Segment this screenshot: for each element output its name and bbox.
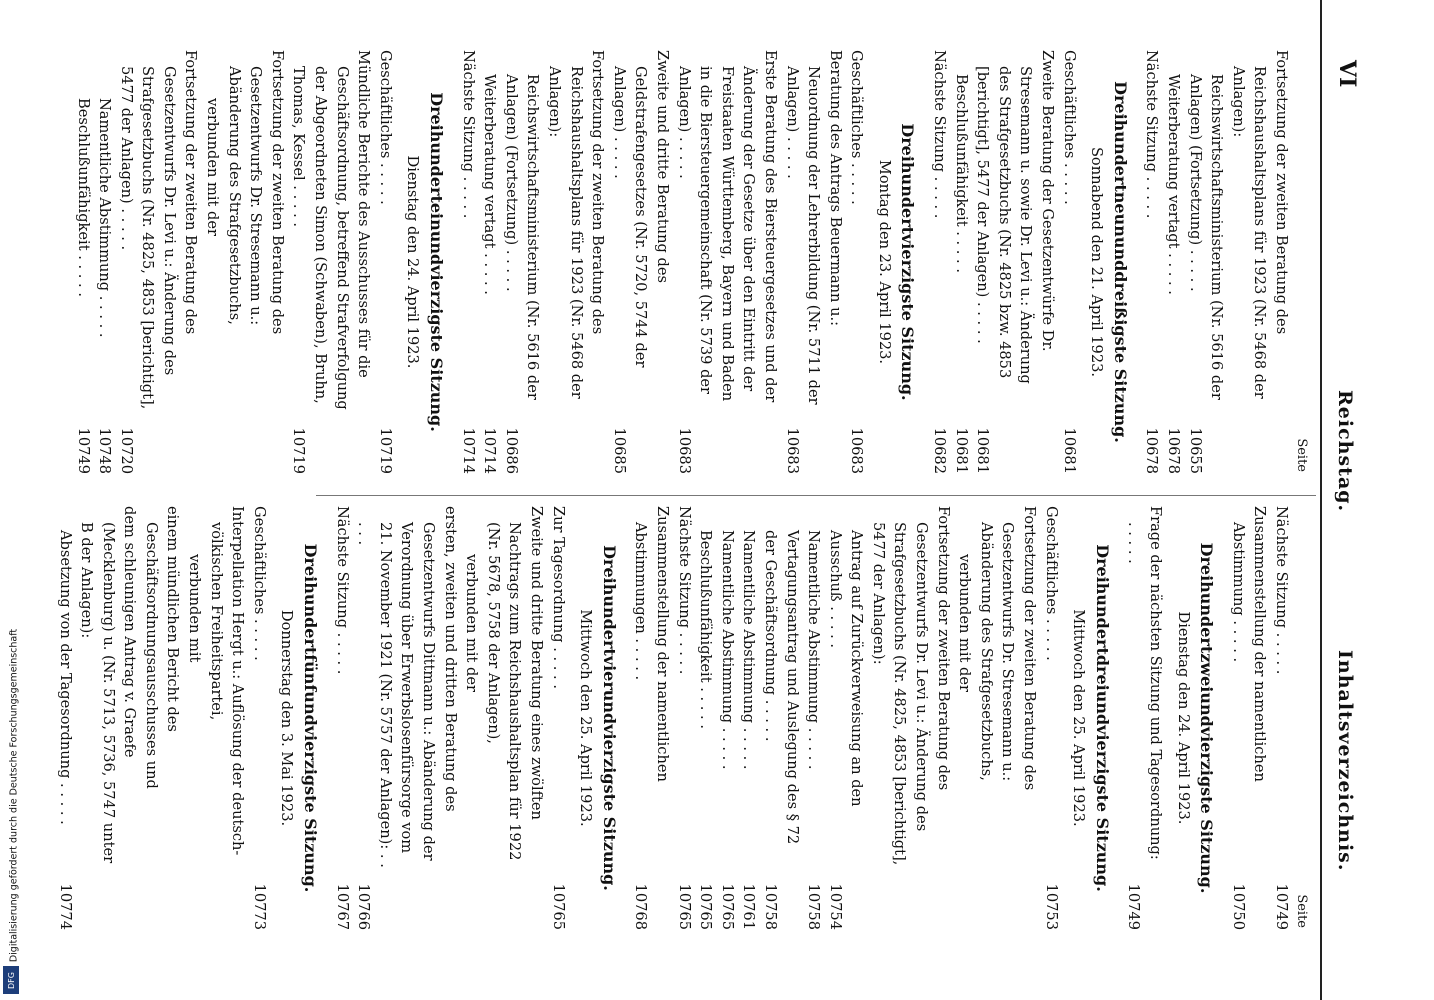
toc-entry-text: Zur Tagesordnung: [549, 506, 567, 643]
toc-entry: [695, 506, 717, 930]
leader-dots: . . . . .: [250, 614, 268, 661]
leader-dots: . . . . .: [675, 628, 693, 675]
toc-entry: [846, 50, 868, 474]
toc-page-number: 10765: [718, 883, 736, 930]
toc-entry-text: Fortsetzung der zweiten Beratung des Gesetzentwurfs Dr. Stresemann u.: Abänderung des Strafgesetzbuchs,: [977, 506, 1039, 791]
toc-entry: [184, 506, 206, 930]
toc-entry-text: Beschlußunfähigkeit: [952, 74, 970, 227]
toc-entry: [76, 506, 141, 930]
toc-entry-text: Nächste Sitzung: [931, 50, 949, 173]
toc-entry-text: Reichswirtschaftsministerium (Nr. 5616 der Anlagen) (Fortsetzung): [1186, 74, 1226, 400]
toc-entry-text: Antrag auf Zurückverweisung an den Ausschuß: [826, 530, 866, 807]
leader-dots: . . . . .: [1143, 172, 1161, 219]
toc-entry: [781, 50, 846, 474]
toc-page-number: 10767: [333, 883, 351, 930]
leader-dots: . . . . .: [1273, 628, 1290, 675]
toc-entry-text: Namentliche Abstimmung: [740, 530, 758, 724]
page-number: VI: [1334, 60, 1360, 88]
page-header: [1320, 0, 1366, 1000]
toc-entry-text: Namentliche Abstimmung: [718, 530, 736, 724]
leader-dots: . . . . .: [117, 203, 135, 251]
toc-entry-text: Fortsetzung der zweiten Beratung des Gesetzentwurfs Dr. Levi u.: Änderung des Strafgesetzbuchs (Nr. 4825, 4853 [berichtigt], 5477 der Anlagen):: [869, 506, 952, 866]
toc-entry: [1040, 506, 1062, 930]
toc-entry-text: Weiterberatung vertagt: [481, 74, 499, 249]
toc-page-number: 10714: [459, 427, 477, 474]
seite-label: Seite: [1294, 894, 1309, 928]
toc-entry: [353, 506, 461, 930]
toc-entry-text: Geschäftliches: [376, 50, 394, 159]
toc-entry-text: Fortsetzung der zweiten Beratung des Reichshaushaltsplans für 1923 (Nr. 5468 der Anlagen):: [546, 50, 607, 399]
toc-entry: [374, 50, 396, 474]
leader-dots: . . . . .: [740, 723, 758, 770]
leader-dots: . . . . .: [610, 132, 628, 179]
toc-entry: [479, 50, 501, 474]
session-title: Dreihundertneununddreißigste Sitzung.: [1110, 81, 1130, 443]
leader-dots: . . . . .: [697, 682, 715, 729]
toc-page-number: 10749: [1273, 883, 1290, 930]
toc-entry-text: Nächste Sitzung: [1273, 506, 1290, 629]
toc-entry: [867, 506, 953, 930]
toc-entry: [630, 506, 673, 930]
toc-entry: [673, 506, 695, 930]
leader-dots: . . . . .: [805, 723, 823, 770]
toc-page-number: 10758: [761, 883, 779, 930]
toc-entry: [972, 50, 1058, 474]
toc-entry-text: Geschäftliches: [848, 50, 866, 159]
toc-entry: [1141, 50, 1163, 474]
toc-page-number: 10714: [481, 427, 499, 474]
toc-entry-text: verbunden mit der: [956, 554, 974, 692]
header-title-center: Reichstag.: [1334, 390, 1356, 513]
toc-entry-text: Zweite und dritte Beratung eines zwölften Nachtrags zum Reichshaushaltsplan für 1922 (Nr. 5678, 5758 der Anlagen),: [484, 506, 545, 861]
toc-entry-text: Fortsetzung der zweiten Beratung des Gesetzentwurfs Dr. Levi u.: Änderung des Strafgesetzbuchs (Nr. 4825, 4853 [berichtigt], 5477 der Anlagen): [117, 50, 200, 410]
toc-entry-text: Zweite Beratung der Gesetzentwürfe Dr. Stresemann u. sowie Dr. Levi u.: Änderung des Strafgesetzbuchs (Nr. 4825 bzw. 4853 [berichtigt], 5477 der Anlagen): [974, 50, 1057, 384]
seite-label: Seite: [1294, 438, 1309, 472]
toc-entry-text: einem mündlichen Bericht des Geschäftsordnungsausschusses und: [142, 506, 182, 789]
toc-page-number: 10655: [1186, 427, 1204, 474]
toc-page-number: 10682: [931, 427, 949, 474]
toc-entry: [331, 506, 353, 930]
leader-dots: . . . . .: [549, 642, 567, 689]
leader-dots: . . . . .: [96, 291, 114, 338]
dfg-logo-text: DFG: [6, 971, 16, 989]
leader-dots: . . . . .: [56, 778, 74, 825]
toc-entry-text: Nächste Sitzung: [675, 506, 693, 629]
toc-page-number: 10719: [290, 427, 308, 474]
toc-entry: [929, 50, 951, 474]
toc-entry: [1227, 50, 1292, 474]
toc-entry: [673, 50, 781, 474]
right-column: [54, 506, 1310, 930]
toc-page-number: 10686: [502, 427, 520, 474]
toc-entry: [457, 50, 479, 474]
toc-entry: [1162, 50, 1184, 474]
session-date: Dienstag den 24. April 1923.: [1174, 611, 1192, 825]
toc-entry-text: verbunden mit der: [204, 98, 222, 236]
leader-dots: . . . . .: [826, 601, 844, 649]
session-date: Mittwoch den 25. April 1923.: [1070, 609, 1088, 827]
toc-entry-text: Geschäftliches: [250, 506, 268, 615]
toc-entry-text: Zusammenstellung der namentlichen Abstimmungen: [632, 506, 671, 782]
toc-page-number: 10766: [355, 883, 373, 930]
leader-dots: . . . . .: [1229, 615, 1247, 663]
toc-entry: [950, 50, 972, 474]
toc-entry-text: Beschlußunfähigkeit: [697, 530, 715, 683]
leader-dots: . . . . .: [502, 245, 520, 292]
toc-entry: [205, 506, 248, 930]
leader-dots: . . . . .: [481, 248, 499, 295]
toc-page-number: 10681: [974, 427, 992, 474]
toc-page-number: 10678: [1165, 427, 1183, 474]
session-title: Dreihundertzweiundvierzigste Sitzung.: [1197, 542, 1217, 894]
column-divider: [316, 495, 1316, 496]
funding-note-text: Digitalisierung gefördert durch die Deutsche Forschungsgemeinschaft: [8, 628, 20, 963]
leader-dots: . . . . .: [632, 633, 650, 681]
toc-page-number: 10749: [1125, 883, 1143, 930]
toc-entry-text: Erste Beratung des Biersteuergesetzes und der Änderung der Gesetze über den Eintritt der Freistaaten Württemberg, Bayern und Baden in die Biersteuergemeinschaft (Nr. 5739 der Anlagen): [675, 50, 779, 403]
toc-entry-text: Nächste Sitzung: [333, 506, 351, 629]
toc-entry-text: dem schleunigen Antrag v. Graefe (Mecklenburg) u. (Nr. 5713, 5736, 5747 unter B der Anlagen):: [78, 506, 139, 864]
toc-page-number: 10749: [74, 427, 92, 474]
toc-entry: [975, 506, 1040, 930]
toc-entry-text: Zusammenstellung der namentlichen Abstimmung: [1229, 506, 1269, 782]
toc-page-number: 10720: [117, 427, 135, 474]
leader-dots: . . . . .: [848, 158, 866, 205]
leader-dots: . . . . .: [761, 695, 779, 742]
toc-entry-text: Beschlußunfähigkeit: [74, 98, 92, 251]
leader-dots: . . . . .: [931, 172, 949, 219]
toc-entry: [543, 50, 608, 474]
toc-entry: [1184, 50, 1227, 474]
leader-dots: . . . . .: [459, 172, 477, 219]
session-date: Donnerstag den 3. Mai 1923.: [278, 609, 296, 827]
session-date: Dienstag den 24. April 1923.: [404, 155, 422, 369]
toc-page-number: 10761: [740, 883, 758, 930]
toc-entry: [716, 506, 738, 930]
leader-dots: . . . . .: [333, 628, 351, 675]
session-title: Dreihundertdreiundvierzigste Sitzung.: [1092, 544, 1112, 892]
leader-dots: . . . . .: [1125, 522, 1143, 564]
session-date: Mittwoch den 25. April 1923.: [577, 609, 595, 827]
session-title: Dreihundertvierundvierzigste Sitzung.: [599, 545, 619, 891]
leader-dots: . . . . .: [74, 250, 92, 297]
toc-page-number: 10768: [632, 883, 650, 930]
toc-entry-text: ersten, zweiten und dritten Beratung des Gesetzentwurfs Dittmann u.: Abänderung der Verordnung über Erwerbslosenfürsorge vom 21. November 1921 (Nr. 5757 der Anlagen):: [376, 506, 459, 861]
toc-page-number: 10678: [1143, 427, 1161, 474]
leader-dots: . . . . .: [1165, 248, 1183, 295]
toc-entry-text: verbunden mit: [186, 554, 204, 663]
toc-entry: [140, 506, 183, 930]
session-title: Dreihundertfünfundvierzigste Sitzung.: [301, 543, 321, 893]
leader-dots: . . . . .: [974, 297, 992, 344]
toc-page-number: 10773: [250, 883, 268, 930]
toc-entry: [54, 506, 76, 930]
session-date: Montag den 23. April 1923.: [875, 159, 893, 365]
toc-entry-text: Interpellation Hergt u.: Auflösung der deutsch-völkischen Freiheitspartei,: [207, 506, 247, 856]
toc-entry-text: Zweite und dritte Beratung des Geldstrafengesetzes (Nr. 5720, 5744 der Anlagen): [610, 50, 671, 368]
toc-entry: [738, 506, 760, 930]
toc-entry: [482, 506, 547, 930]
toc-page-number: 10765: [675, 883, 693, 930]
toc-page-number: 10765: [549, 883, 567, 930]
toc-entry-text: Namentliche Abstimmung: [805, 530, 823, 724]
leader-dots: . . . . .: [952, 226, 970, 273]
toc-page-number: 10681: [1060, 427, 1078, 474]
toc-entry: [803, 506, 825, 930]
toc-entry: [94, 50, 116, 474]
toc-page-number: 10683: [848, 427, 866, 474]
toc-entry-text: Nächste Sitzung: [1143, 50, 1161, 173]
toc-entry: [759, 506, 802, 930]
toc-page-number: 10681: [952, 427, 970, 474]
toc-entry: [202, 50, 224, 474]
toc-entry: [824, 506, 867, 930]
toc-page-number: 10754: [826, 883, 844, 930]
leader-dots: . . . . .: [355, 522, 394, 868]
toc-page-number: 10758: [805, 883, 823, 930]
toc-entry-text: Fortsetzung der zweiten Beratung des Gesetzentwurfs Dr. Stresemann u.: Abänderung des Strafgesetzbuchs,: [225, 50, 286, 335]
toc-page-number: 10685: [610, 427, 628, 474]
leader-dots: . . . . .: [718, 723, 736, 770]
toc-entry-text: Fortsetzung der zweiten Beratung des Reichshaushaltsplans für 1923 (Nr. 5468 der Anlagen):: [1229, 50, 1290, 399]
toc-entry: [1058, 50, 1080, 474]
leader-dots: . . . . .: [783, 132, 801, 179]
toc-page-number: 10748: [96, 427, 114, 474]
toc-entry: [223, 50, 288, 474]
toc-entry-text: Reichswirtschaftsministerium (Nr. 5616 der Anlagen) (Fortsetzung): [502, 74, 542, 400]
toc-entry: [1227, 506, 1270, 930]
funding-note: [4, 600, 18, 995]
toc-entry-text: Nächste Sitzung: [459, 50, 477, 173]
toc-entry-text: Beratung des Antrags Beuermann u.: Neuordnung der Lehrerbildung (Nr. 5711 der Anlagen): [783, 50, 844, 405]
session-title: Dreihunderteinundvierzigste Sitzung.: [427, 92, 447, 432]
toc-entry-text: Vertagungsantrag und Auslegung des § 72 der Geschäftsordnung: [761, 530, 801, 845]
session-title: Dreihundertvierzigste Sitzung.: [898, 123, 918, 401]
leader-dots: . . . . .: [1060, 158, 1078, 205]
left-column: [72, 50, 1310, 474]
toc-entry-text: Geschäftliches: [1042, 506, 1060, 615]
toc-page-number: 10683: [783, 427, 801, 474]
toc-page-number: 10765: [697, 883, 715, 930]
toc-entry: [1270, 506, 1292, 930]
toc-entry-text: Absetzung von der Tagesordnung: [56, 530, 74, 779]
toc-entry: [954, 506, 976, 930]
toc-entry: [288, 50, 374, 474]
toc-entry-text: Mündliche Berichte des Ausschusses für die Geschäftsordnung, betreffend Strafverfolgung der Abgeordneten Simon (Schwaben), Bruhn, Thomas, Kessel: [290, 50, 373, 410]
toc-entry: [1123, 506, 1166, 930]
toc-page-number: 10753: [1042, 883, 1060, 930]
toc-entry-text: Weiterberatung vertagt: [1165, 74, 1183, 249]
dfg-logo: [3, 966, 19, 994]
leader-dots: . . . . .: [1186, 245, 1204, 292]
toc-entry-text: verbunden mit der: [463, 554, 481, 692]
toc-page-number: 10750: [1229, 883, 1247, 930]
toc-entry: [248, 506, 270, 930]
toc-entry-text: Geschäftliches: [1060, 50, 1078, 159]
session-date: Sonnabend den 21. April 1923.: [1088, 146, 1106, 378]
toc-entry: [115, 50, 201, 474]
toc-page-number: 10774: [56, 883, 74, 930]
toc-entry-text: Namentliche Abstimmung: [96, 98, 114, 292]
toc-page-number: 10719: [376, 427, 394, 474]
toc-entry: [72, 50, 94, 474]
toc-entry: [547, 506, 569, 930]
leader-dots: . . . . .: [290, 180, 308, 228]
toc-entry: [461, 506, 483, 930]
toc-page-number: 10683: [675, 427, 693, 474]
header-title-right: Inhaltsverzeichnis.: [1334, 650, 1356, 872]
leader-dots: . . . . .: [675, 132, 693, 179]
leader-dots: . . . . .: [1042, 614, 1060, 661]
toc-entry: [608, 50, 673, 474]
rotated-page-content: [56, 0, 1366, 1000]
leader-dots: . . . . .: [376, 158, 394, 205]
toc-entry-text: Frage der nächsten Sitzung und Tagesordnung:: [1147, 506, 1165, 860]
toc-entry: [500, 50, 543, 474]
